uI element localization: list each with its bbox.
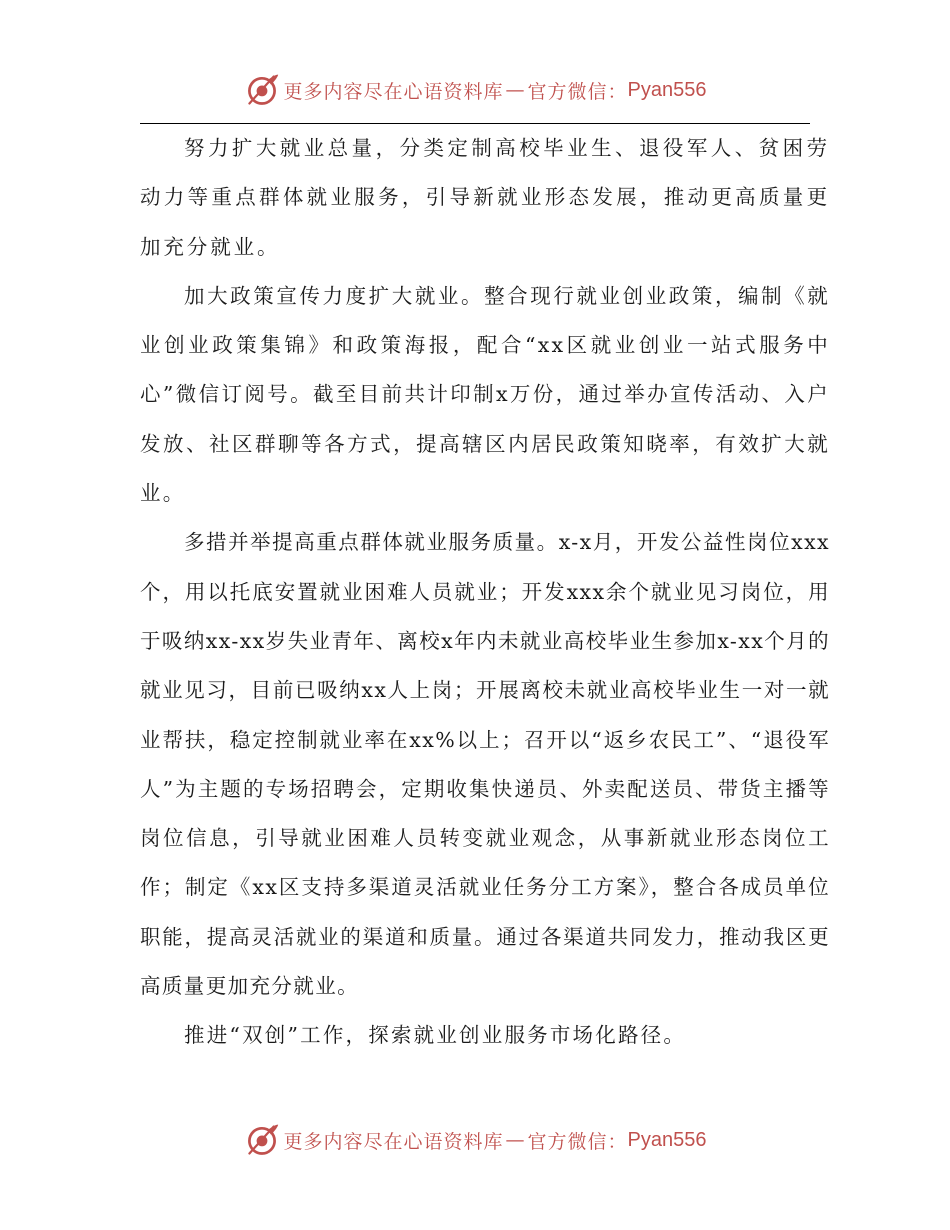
banner-text: 更多内容尽在心语资料库 [283,1130,504,1153]
banner-separator: — [505,1129,526,1151]
header-banner [0,70,950,110]
banner-wechat-label: 官方微信： [527,80,628,103]
quill-seal-icon [244,1122,280,1158]
banner-wechat-id: Pyan556 [627,1128,707,1151]
paragraph: 推进“双创”工作，探索就业创业服务市场化路径。 [184,1023,687,1048]
banner-separator: — [505,79,526,101]
banner-text: 更多内容尽在心语资料库 [283,80,504,103]
banner-wechat-label: 官方微信： [527,1130,628,1153]
paragraph: 努力扩大就业总量，分类定制高校毕业生、退役军人、贫困劳动力等重点群体就业服务，引导新就业形态发展，推动更高质量更加充分就业。 [140,136,830,259]
quill-seal-icon [244,72,280,108]
document-body [140,124,830,1061]
banner-wechat-id: Pyan556 [627,78,707,101]
paragraph: 多措并举提高重点群体就业服务质量。x-x月，开发公益性岗位xxx个，用以托底安置就业困难人员就业；开发xxx余个就业见习岗位，用于吸纳xx-xx岁失业青年、离校x年内未就业高校毕业生参加x-xx个月的就业见习，目前已吸纳xx人上岗；开展离校未就业高校毕业生一对一就业帮扶，稳定控制就业率在xx%以上；召开以“返乡农民工”、“退役军人”为主题的专场招聘会，定期收集快递员、外卖配送员、带货主播等岗位信息，引导就业困难人员转变就业观念，从事新就业形态岗位工作；制定《xx区支持多渠道灵活就业任务分工方案》，整合各成员单位职能，提高灵活就业的渠道和质量。通过各渠道共同发力，推动我区更高质量更加充分就业。 [140,530,830,999]
footer-banner [0,1120,950,1160]
paragraph: 加大政策宣传力度扩大就业。整合现行就业创业政策，编制《就业创业政策集锦》和政策海报，配合“xx区就业创业一站式服务中心”微信订阅号。截至目前共计印制x万份，通过举办宣传活动、入户发放、社区群聊等各方式，提高辖区内居民政策知晓率，有效扩大就业。 [140,283,830,506]
